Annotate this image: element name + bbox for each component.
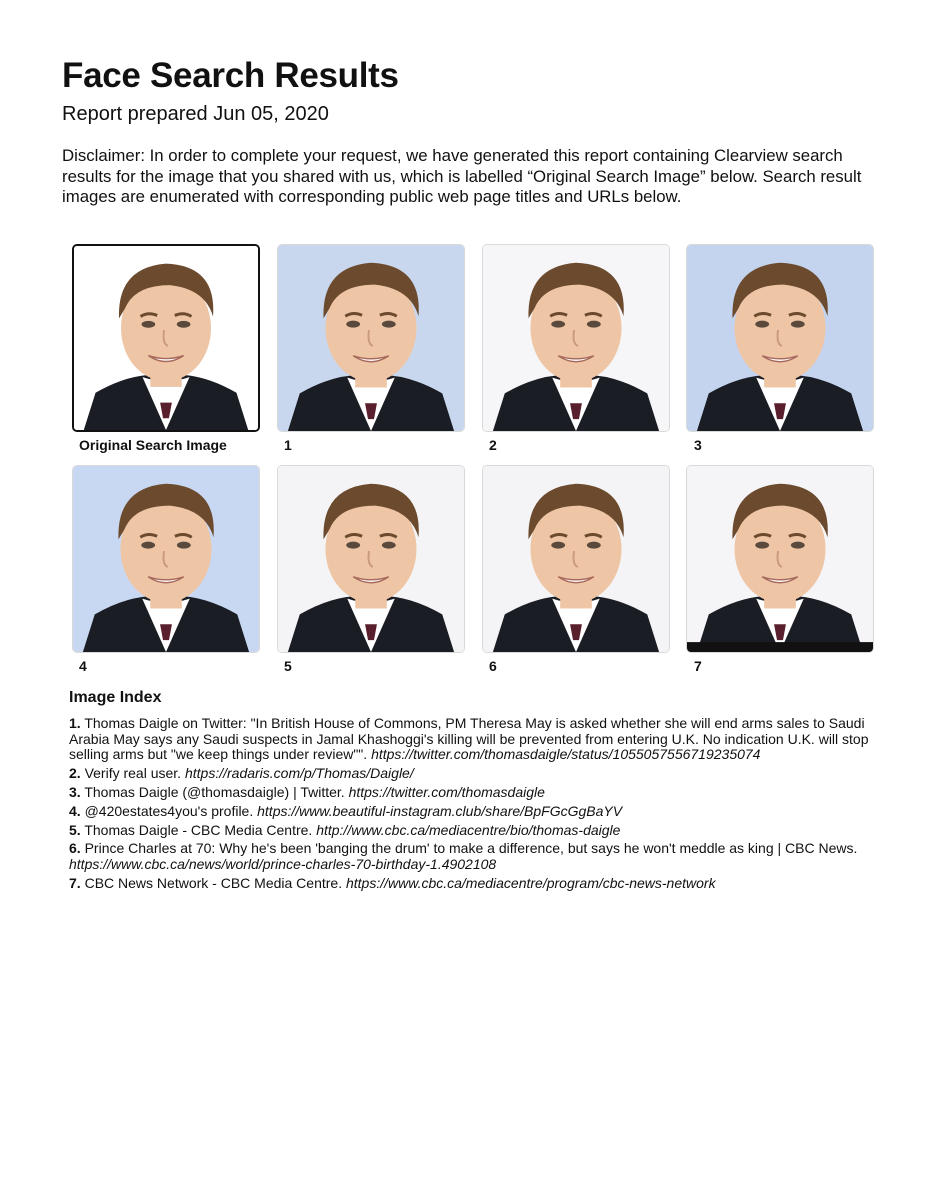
index-item-3 bbox=[69, 785, 874, 801]
index-item-7 bbox=[69, 876, 874, 892]
index-url-link[interactable]: https://www.beautiful-instagram.club/share/BpFGcGgBaYV bbox=[257, 802, 623, 819]
result-caption-1: 1 bbox=[284, 437, 292, 453]
result-caption-2: 2 bbox=[489, 437, 497, 453]
portrait-photo bbox=[74, 246, 258, 430]
result-image-1[interactable] bbox=[277, 244, 465, 432]
index-url-link[interactable]: http://www.cbc.ca/mediacentre/bio/thomas-daigle bbox=[316, 821, 621, 838]
portrait-photo bbox=[687, 245, 873, 431]
index-item-6 bbox=[69, 841, 874, 872]
index-item-4 bbox=[69, 804, 874, 820]
portrait-photo bbox=[483, 466, 669, 652]
index-url-link[interactable]: https://radaris.com/p/Thomas/Daigle/ bbox=[184, 764, 414, 781]
index-number: 7. bbox=[69, 874, 81, 891]
portrait-photo bbox=[278, 466, 464, 652]
index-title-text: Verify real user. bbox=[80, 764, 185, 781]
disclaimer-label: Disclaimer: bbox=[62, 146, 145, 165]
disclaimer-text: In order to complete your request, we have generated this report containing Clearview search results for the image that you shared with us, which is labelled “Original Search Image” below. Search result images are enumerated with corresponding public web page titles and URLs below. bbox=[62, 146, 862, 206]
index-title-text: Thomas Daigle (@thomasdaigle) | Twitter. bbox=[80, 783, 349, 800]
index-number: 1. bbox=[69, 715, 81, 731]
original-search-image[interactable] bbox=[72, 244, 260, 432]
result-image-6[interactable] bbox=[482, 465, 670, 653]
result-image-4[interactable] bbox=[72, 465, 260, 653]
index-item-2 bbox=[69, 766, 874, 782]
index-number: 3. bbox=[69, 783, 81, 800]
image-index-list bbox=[69, 716, 874, 895]
index-url-link[interactable]: https://www.cbc.ca/mediacentre/program/cbc-news-network bbox=[345, 874, 716, 891]
index-url-link[interactable]: https://twitter.com/thomasdaigle/status/1055057556719235074 bbox=[371, 746, 761, 762]
index-number: 4. bbox=[69, 802, 81, 819]
result-caption-3: 3 bbox=[694, 437, 702, 453]
index-url-link[interactable]: https://twitter.com/thomasdaigle bbox=[348, 783, 545, 800]
result-image-3[interactable] bbox=[686, 244, 874, 432]
original-search-image-caption: Original Search Image bbox=[79, 437, 227, 453]
index-title-text: Prince Charles at 70: Why he's been 'banging the drum' to make a difference, but says he won't meddle as king | CBC News. bbox=[80, 840, 858, 857]
index-title-text: @420estates4you's profile. bbox=[80, 802, 258, 819]
index-number: 2. bbox=[69, 764, 81, 781]
index-title-text: Thomas Daigle - CBC Media Centre. bbox=[80, 821, 317, 838]
index-title-text: Thomas Daigle on Twitter: "In British House of Commons, PM Theresa May is asked whether she will end arms sales to Saudi Arabia May says any Saudi suspects in Jamal Khashoggi's killing will be prevented from entering U.K. No indication U.K. will stop selling arms but "we keep things under review"". bbox=[69, 715, 869, 762]
portrait-photo bbox=[687, 466, 873, 652]
portrait-photo bbox=[278, 245, 464, 431]
index-item-5 bbox=[69, 823, 874, 839]
result-image-5[interactable] bbox=[277, 465, 465, 653]
index-number: 5. bbox=[69, 821, 81, 838]
page-title: Face Search Results bbox=[62, 56, 399, 95]
index-url-link[interactable]: https://www.cbc.ca/news/world/prince-charles-70-birthday-1.4902108 bbox=[69, 855, 497, 872]
result-caption-5: 5 bbox=[284, 658, 292, 674]
result-image-2[interactable] bbox=[482, 244, 670, 432]
index-item-1 bbox=[69, 716, 874, 763]
result-caption-4: 4 bbox=[79, 658, 87, 674]
result-image-7[interactable] bbox=[686, 465, 874, 653]
image-index-heading: Image Index bbox=[69, 689, 162, 706]
result-caption-7: 7 bbox=[694, 658, 702, 674]
index-number: 6. bbox=[69, 840, 81, 857]
result-caption-6: 6 bbox=[489, 658, 497, 674]
portrait-photo bbox=[483, 245, 669, 431]
report-date: Report prepared Jun 05, 2020 bbox=[62, 103, 329, 125]
index-title-text: CBC News Network - CBC Media Centre. bbox=[80, 874, 346, 891]
portrait-photo bbox=[73, 466, 259, 652]
